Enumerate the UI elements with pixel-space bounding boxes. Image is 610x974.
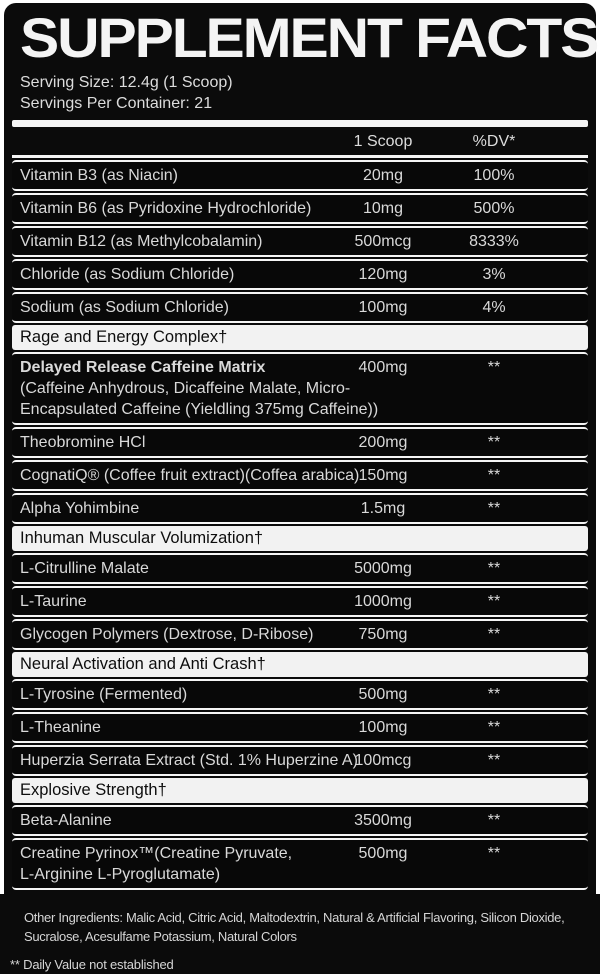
ingredient-row [12, 712, 588, 743]
section-header-label: Explosive Strength† [20, 780, 167, 799]
ingredient-amount: 400mg [358, 358, 408, 376]
ingredient-amount: 750mg [358, 625, 408, 643]
ingredient-name-line: Beta-Alanine [20, 811, 112, 829]
ingredient-name [20, 591, 324, 612]
ingredient-dv: 4% [482, 298, 506, 316]
ingredient-name [20, 432, 324, 453]
ingredient-amount: 20mg [362, 166, 404, 184]
ingredient-name-line: Creatine Pyrinox™(Creatine Pyruvate, [20, 844, 293, 862]
daily-value-note: ** Daily Value not established [10, 956, 174, 972]
ingredient-dv: 8333% [469, 232, 519, 250]
ingredient-name-line: L-Taurine [20, 592, 87, 610]
ingredient-sub-line: Encapsulated Caffeine (Yieldling 375mg Caffeine)) [20, 400, 379, 418]
ingredient-name [20, 198, 324, 219]
ingredient-name [20, 750, 358, 771]
facts-panel [4, 3, 596, 894]
section-header-bar [12, 652, 588, 677]
ingredient-name [20, 624, 324, 645]
section-header-bar [12, 778, 588, 803]
ingredient-amount: 500mg [358, 685, 408, 703]
ingredient-name [20, 231, 324, 252]
ingredient-row [12, 193, 588, 224]
ingredient-amount: 1.5mg [360, 499, 406, 517]
ingredient-name-line: Theobromine HCl [20, 433, 146, 451]
ingredient-name [20, 165, 324, 186]
ingredient-row [12, 259, 588, 290]
ingredient-row [12, 679, 588, 710]
serving-size: Serving Size: 12.4g (1 Scoop) [20, 73, 233, 91]
section-header-label: Inhuman Muscular Volumization† [20, 528, 264, 547]
ingredient-name [20, 297, 324, 318]
ingredient-name-line: Delayed Release Caffeine Matrix [20, 358, 266, 376]
ingredient-row [12, 460, 588, 491]
column-header-dv: %DV* [472, 132, 516, 150]
column-header-amount: 1 Scoop [353, 132, 413, 150]
ingredient-dv: ** [487, 625, 501, 643]
ingredient-amount: 100mg [358, 718, 408, 736]
ingredient-sub-line: L-Arginine L-Pyroglutamate) [20, 865, 221, 883]
ingredient-amount: 200mg [358, 433, 408, 451]
ingredient-name [20, 558, 324, 579]
column-header-row [12, 127, 588, 158]
ingredient-name [20, 810, 324, 831]
ingredient-dv: ** [487, 358, 501, 376]
ingredient-amount: 10mg [362, 199, 404, 217]
section-header-bar [12, 325, 588, 350]
ingredient-amount: 5000mg [354, 559, 412, 577]
ingredient-sub-line: (Caffeine Anhydrous, Dicaffeine Malate, Micro- [20, 379, 351, 397]
section-header-label: Neural Activation and Anti Crash† [20, 654, 266, 673]
ingredient-amount: 1000mg [354, 592, 412, 610]
ingredient-amount: 100mcg [354, 751, 412, 769]
ingredient-name-line: Huperzia Serrata Extract (Std. 1% Huperzine A) [20, 751, 358, 769]
ingredient-dv: 3% [482, 265, 506, 283]
ingredient-row [12, 745, 588, 776]
ingredient-dv: ** [487, 751, 501, 769]
ingredient-name [20, 357, 379, 420]
ingredient-name [20, 498, 324, 519]
ingredient-row [12, 160, 588, 191]
ingredient-dv: ** [487, 433, 501, 451]
ingredient-dv: ** [487, 592, 501, 610]
ingredient-row [12, 292, 588, 323]
header-divider-bar [12, 120, 588, 127]
label-header [12, 6, 598, 114]
ingredient-name-line: Glycogen Polymers (Dextrose, D-Ribose) [20, 625, 314, 643]
ingredient-row [12, 619, 588, 650]
ingredient-name [20, 264, 324, 285]
ingredient-dv: ** [487, 499, 501, 517]
ingredient-name-line: Chloride (as Sodium Chloride) [20, 265, 235, 283]
section-header-label: Rage and Energy Complex† [20, 327, 228, 346]
ingredient-name-line: L-Tyrosine (Fermented) [20, 685, 188, 703]
ingredient-amount: 120mg [358, 265, 408, 283]
ingredient-name-line: Alpha Yohimbine [20, 499, 140, 517]
ingredient-name-line: Vitamin B12 (as Methylcobalamin) [20, 232, 263, 250]
ingredient-dv: ** [487, 685, 501, 703]
ingredient-name [20, 843, 324, 885]
ingredient-dv: ** [487, 844, 501, 862]
ingredient-dv: ** [487, 466, 501, 484]
servings-per-container: Servings Per Container: 21 [20, 94, 213, 112]
ingredient-dv: ** [487, 559, 501, 577]
ingredient-amount: 500mcg [354, 232, 412, 250]
ingredient-amount: 3500mg [354, 811, 412, 829]
ingredient-dv: 500% [473, 199, 515, 217]
ingredient-name-line: Sodium (as Sodium Chloride) [20, 298, 229, 316]
section-header-bar [12, 526, 588, 551]
ingredient-name-line: Vitamin B6 (as Pyridoxine Hydrochloride) [20, 199, 312, 217]
ingredient-amount: 150mg [358, 466, 408, 484]
ingredient-name [20, 717, 324, 738]
ingredient-name [20, 465, 360, 486]
ingredient-name-line: L-Citrulline Malate [20, 559, 149, 577]
ingredient-row [12, 493, 588, 524]
ingredient-name-line: Vitamin B3 (as Niacin) [20, 166, 178, 184]
label-footer [0, 894, 600, 974]
ingredient-row [12, 838, 588, 890]
ingredient-row [12, 427, 588, 458]
ingredient-name-line: L-Theanine [20, 718, 101, 736]
ingredient-row [12, 553, 588, 584]
ingredient-amount: 100mg [358, 298, 408, 316]
ingredient-row [12, 226, 588, 257]
ingredient-name [20, 684, 324, 705]
ingredient-row [12, 805, 588, 836]
ingredient-dv: ** [487, 718, 501, 736]
ingredient-name-line: CognatiQ® (Coffee fruit extract)(Coffea arabica) [20, 466, 360, 484]
ingredient-amount: 500mg [358, 844, 408, 862]
ingredient-table [12, 160, 588, 890]
label-title: SUPPLEMENT FACTS [20, 6, 598, 69]
ingredient-row [12, 352, 588, 425]
ingredient-dv: ** [487, 811, 501, 829]
ingredient-dv: 100% [473, 166, 515, 184]
ingredient-row [12, 586, 588, 617]
other-ingredients-text: Other Ingredients: Malic Acid, Citric Acid, Maltodextrin, Natural & Artificial Flavoring, Silicon Dioxide, Sucralose, Acesulfame Potassium, Natural Colors [24, 909, 565, 944]
